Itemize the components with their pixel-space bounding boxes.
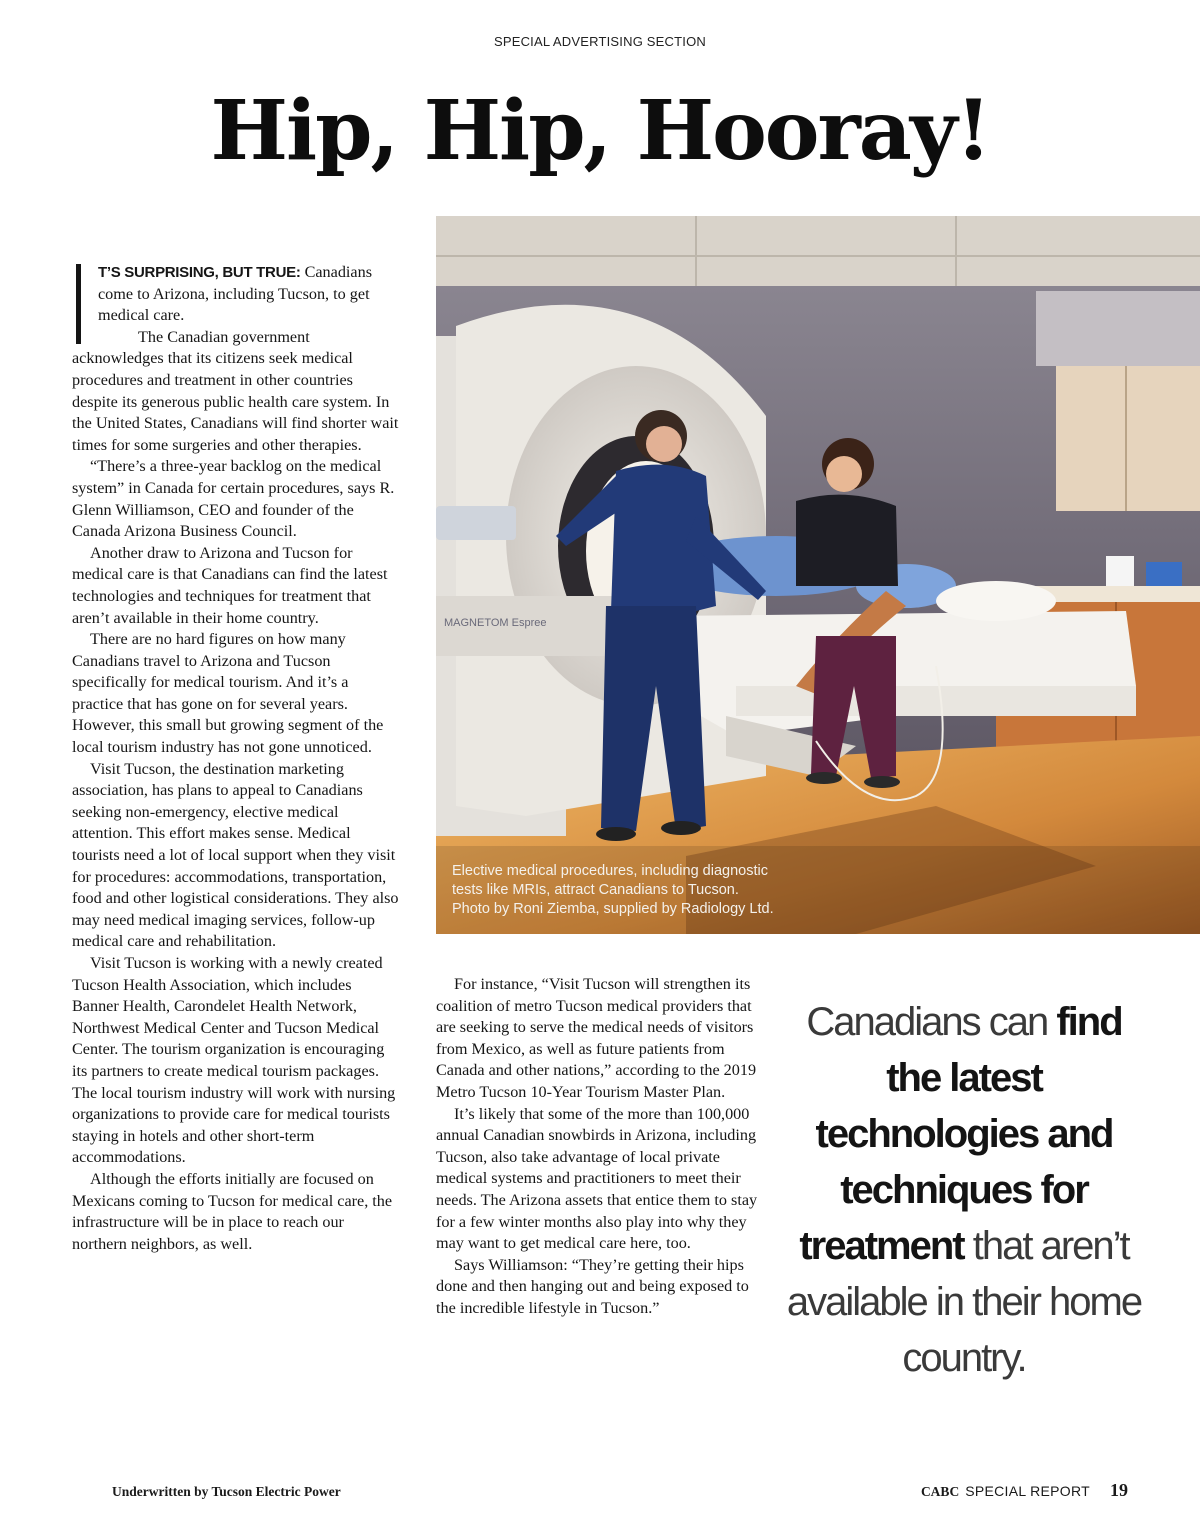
article-column-1 (72, 262, 402, 1255)
pull-quote-ending: that aren’t available in their home country. (786, 1224, 1142, 1380)
pull-quote-intro: Canadians can (806, 1000, 1057, 1044)
lead-text: Canadians come to Arizona, including Tucson, to get medical care. (98, 263, 372, 325)
paragraph: Another draw to Arizona and Tucson for medical care is that Canadians can find the latest technologies and techniques for treatment that aren’t available in their home country. (72, 543, 388, 627)
machine-label: MAGNETOM Espree (444, 617, 547, 629)
caption-line: tests like MRIs, attract Canadians to Tucson. (452, 882, 739, 898)
paragraph: Says Williamson: “They’re getting their hips done and then hanging out and being exposed to the incredible lifestyle in Tucson.” (436, 1255, 749, 1317)
caption-line: Elective medical procedures, including diagnostic (452, 863, 768, 879)
underwritten-credit: Underwritten by Tucson Electric Power (112, 1484, 341, 1499)
article-column-2 (436, 974, 762, 1320)
drop-cap (72, 262, 94, 348)
photo-caption (452, 862, 832, 919)
lead-in: T’S SURPRISING, BUT TRUE: (98, 264, 301, 281)
paragraph: The Canadian government acknowledges that its citizens seek medical procedures and treatment in other countries despite its generous public health care system. In the United States, Canadians will find shorter wait times for some surgeries and other therapies. (72, 327, 399, 454)
paragraph: Visit Tucson, the destination marketing association, has plans to appeal to Canadians seeking non-emergency, elective medical attention. This effort makes sense. Medical tourists need a lot of local support when they visit for procedures: accommodations, transportation, food and other logistical considerations. They also may need medical imaging services, follow-up medical care and rehabilitation. (72, 759, 399, 951)
paragraph: “There’s a three-year backlog on the medical system” in Canada for certain procedures, says R. Glenn Williamson, CEO and founder of the Canada Arizona Business Council. (72, 457, 395, 541)
mri-illustration (436, 216, 1200, 934)
pull-quote (778, 994, 1150, 1386)
mri-photo (436, 216, 1200, 934)
page-footer (921, 1480, 1128, 1501)
caption-line: Photo by Roni Ziemba, supplied by Radiology Ltd. (452, 901, 774, 917)
paragraph: For instance, “Visit Tucson will strengthen its coalition of metro Tucson medical providers that are seeking to serve the medical needs of visitors from Mexico, as well as future patients from Canada and other nations,” according to the 2019 Metro Tucson 10-Year Tourism Master Plan. (436, 975, 757, 1101)
page-number: 19 (1110, 1480, 1128, 1500)
page-headline: Hip, Hip, Hooray! (210, 83, 990, 179)
publication-brand: CABC (920, 1484, 960, 1499)
paragraph: It’s likely that some of the more than 100,000 annual Canadian snowbirds in Arizona, including Tucson, also take advantage of local private medical systems and practitioners to meet their needs. The Arizona assets that entice them to stay for a few winter months also play into why they may want to get medical care here, too. (436, 1104, 758, 1253)
section-label: SPECIAL ADVERTISING SECTION (493, 34, 706, 49)
publication-name: SPECIAL REPORT (965, 1483, 1090, 1499)
paragraph: Visit Tucson is working with a newly created Tucson Health Association, which includes Banner Health, Carondelet Health Network, Northwest Medical Center and Tucson Medical Center. The tourism organization is encouraging its partners to create medical tourism packages. The local tourism industry will work with nursing organizations to provide care for medical tourists staying in hotels and other short-term accommodations. (72, 954, 396, 1167)
lead-paragraph (72, 262, 402, 327)
paragraph: There are no hard figures on how many Canadians travel to Arizona and Tucson specifically for medical tourism. And it’s a practice that has gone on for several years. However, this small but growing segment of the local tourism industry has not gone unnoticed. (72, 630, 384, 757)
paragraph: Although the efforts initially are focused on Mexicans coming to Tucson for medical care, the infrastructure will be in place to reach our northern neighbors, as well. (72, 1169, 393, 1253)
pull-quote-emphasis: find the latest technologies and techniques for treatment (799, 1000, 1122, 1268)
